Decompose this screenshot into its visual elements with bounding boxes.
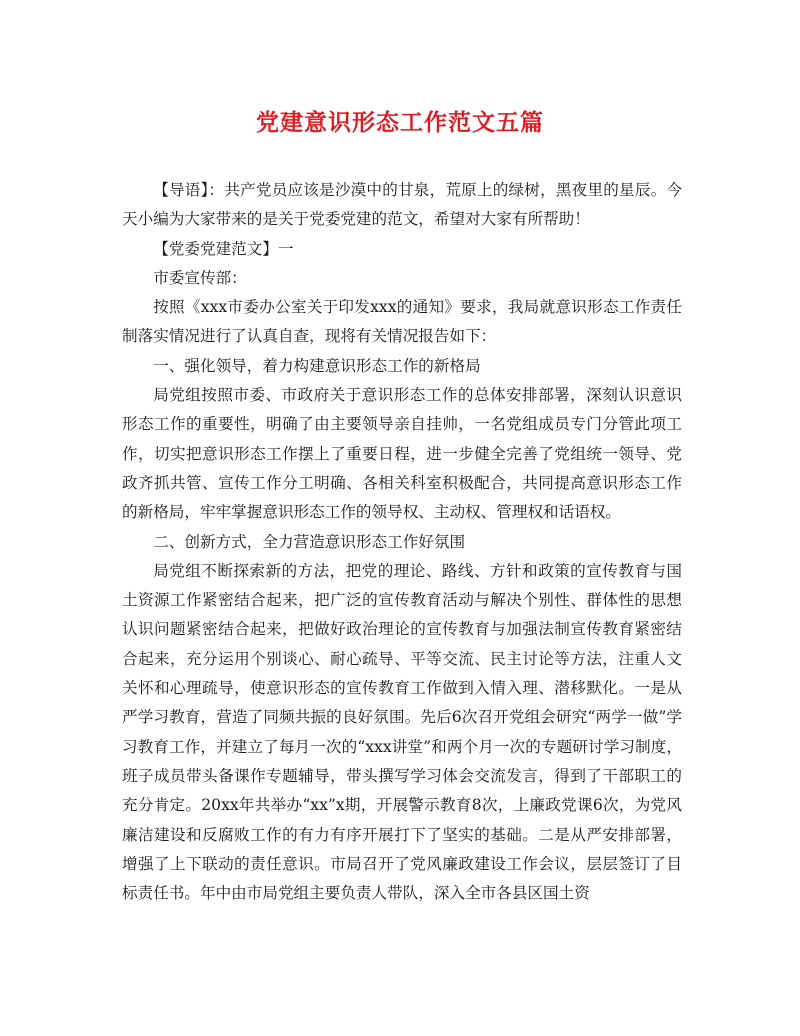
intro-paragraph: 【导语】：共产党员应该是沙漠中的甘泉，荒原上的绿树，黑夜里的星辰。今天小编为大家带来的是关于党委党建的范文，希望对大家有所帮助！ [122,181,682,229]
section-heading: 【党委党建范文】一 [153,239,294,258]
body-paragraph: 局党组按照市委、市政府关于意识形态工作的总体安排部署，深刻认识意识形态工作的重要性，明确了由主要领导亲自挂帅，一名党组成员专门分管此项工作，切实把意识形态工作摆上了重要日程，进一步健全完善了党组统一领导、党政齐抓共管、宣传工作分工明确、各相关科室积极配合，共同提高意识形态工作的新格局，牢牢掌握意识形态工作的领导权、主动权、管理权和话语权。 [122,386,682,522]
subheading: 二、创新方式，全力营造意识形态工作好氛围 [153,532,466,551]
salutation: 市委宣传部： [153,268,247,287]
body-paragraph: 按照《xxx市委办公室关于印发xxx的通知》要求，我局就意识形态工作责任制落实情况进行了认真自查，现将有关情况报告如下： [122,298,682,346]
document-title: 党建意识形态工作范文五篇 [256,109,544,136]
document-body [122,176,682,908]
subheading: 一、强化领导，着力构建意识形态工作的新格局 [153,356,481,375]
body-paragraph: 局党组不断探索新的方法，把党的理论、路线、方针和政策的宣传教育与国土资源工作紧密结合起来，把广泛的宣传教育活动与解决个别性、群体性的思想认识问题紧密结合起来，把做好政治理论的宣传教育与加强法制宣传教育紧密结合起来，充分运用个别谈心、耐心疏导、平等交流、民主讨论等方法，注重人文关怀和心理疏导，使意识形态的宣传教育工作做到入情入理、潜移默化。一是从严学习教育，营造了同频共振的良好氛围。先后6次召开党组会研究“两学一做”学习教育工作，并建立了每月一次的“xxx讲堂”和两个月一次的专题研讨学习制度，班子成员带头备课作专题辅导，带头撰写学习体会交流发言，得到了干部职工的充分肯定。20xx年共举办“xx”x期，开展警示教育8次，上廉政党课6次，为党风廉洁建设和反腐败工作的有力有序开展打下了坚实的基础。二是从严安排部署，增强了上下联动的责任意识。市局召开了党风廉政建设工作会议，层层签订了目标责任书。年中由市局党组主要负责人带队，深入全市各县区国土资 [122,561,682,903]
